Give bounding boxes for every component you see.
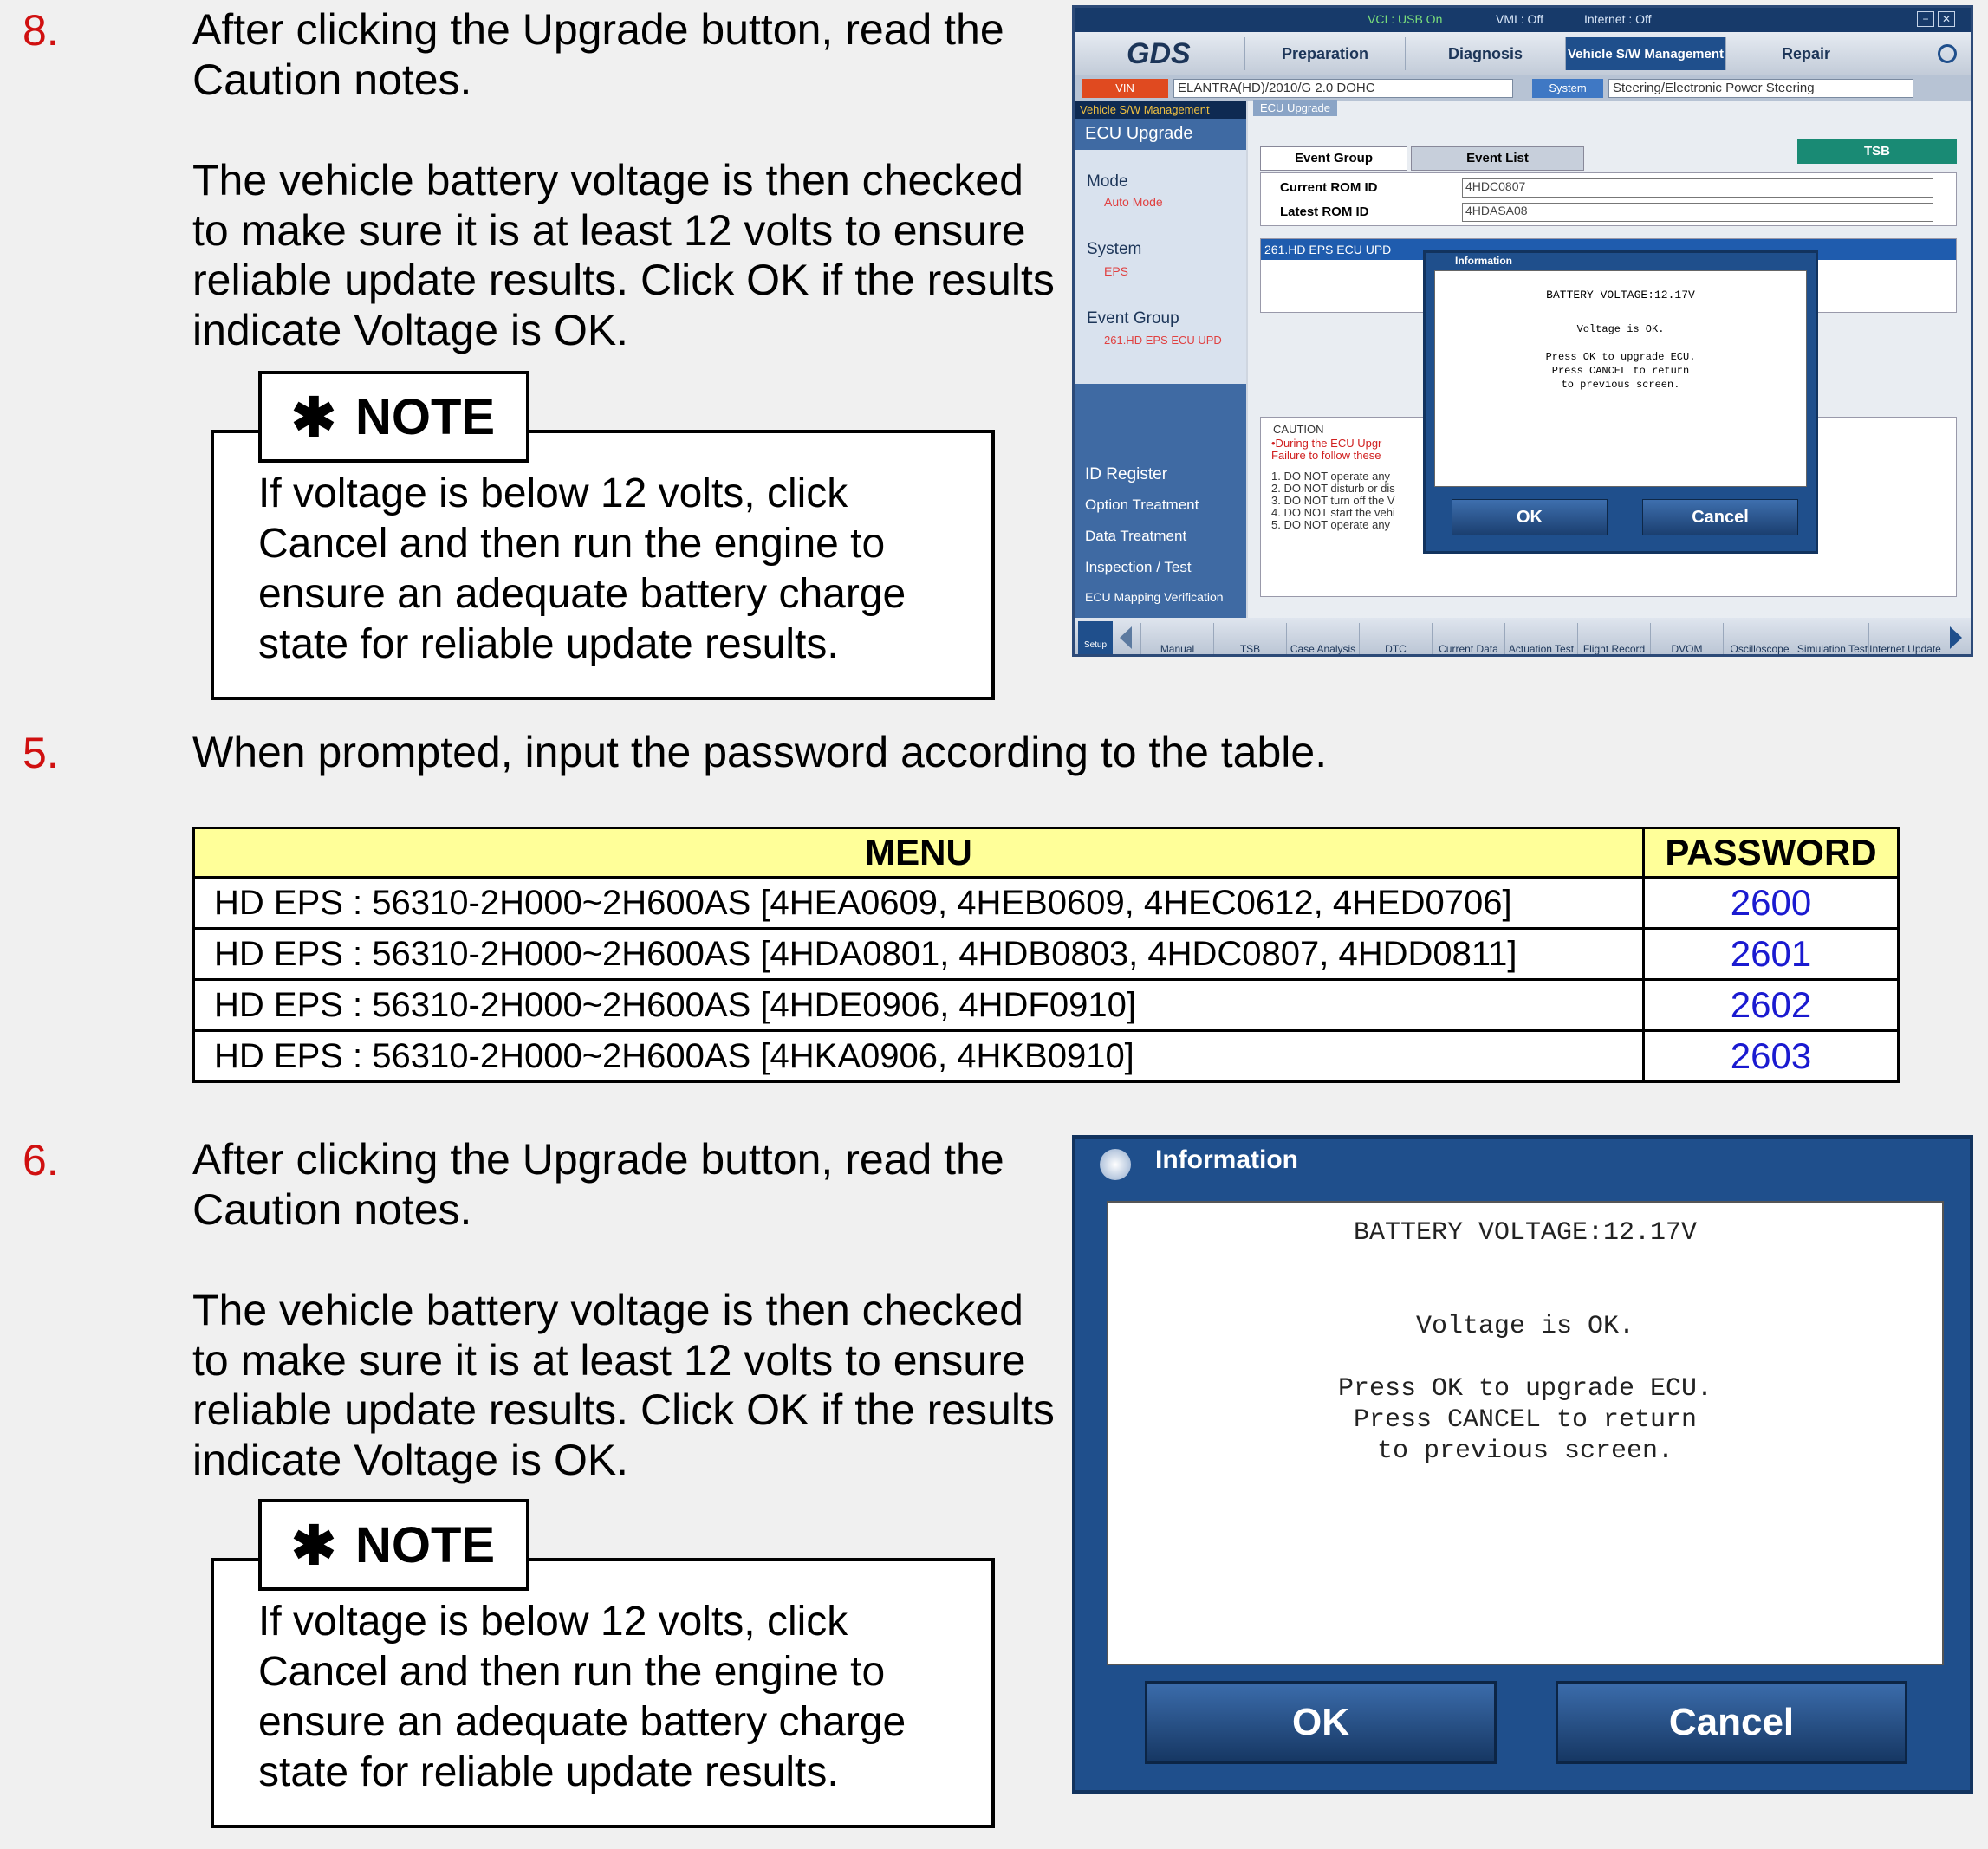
latest-rom-field: 4HDASA08 — [1462, 203, 1933, 222]
password-cell: 2602 — [1644, 980, 1899, 1031]
event-row[interactable]: 261.HD EPS ECU UPD — [1261, 239, 1956, 260]
step-paragraph: The vehicle battery voltage is then checked to make sure it is at least 12 volts to ensure reliable update results. Click OK if the results indicate Voltage is OK. — [192, 156, 1055, 354]
setup-button[interactable]: Setup — [1078, 621, 1113, 654]
note-title: NOTE — [354, 388, 496, 445]
minimize-icon[interactable]: − — [1917, 11, 1934, 27]
info-icon — [1100, 1149, 1131, 1180]
caution-item: 1. DO NOT operate any — [1271, 470, 1391, 483]
caution-item: 5. DO NOT operate any — [1271, 518, 1391, 531]
instruction-line: Press OK to upgrade ECU. — [1545, 351, 1696, 363]
sidebar-header: Vehicle S/W Management — [1075, 101, 1246, 119]
dvom-button[interactable]: DVOM — [1650, 623, 1723, 654]
caution-item: 2. DO NOT disturb or dis — [1271, 482, 1395, 495]
sidebar-item-option-treatment[interactable]: Option Treatment — [1085, 496, 1199, 513]
table-row — [194, 929, 1899, 980]
password-header: PASSWORD — [1644, 828, 1899, 878]
vehicle-row — [1075, 75, 1971, 101]
instruction-line: Press CANCEL to return — [1551, 365, 1690, 377]
dialog-body — [1107, 1201, 1944, 1665]
step-number: 5. — [23, 729, 59, 777]
voltage-status: Voltage is OK. — [1576, 323, 1665, 335]
note-title: NOTE — [354, 1516, 496, 1573]
system-button[interactable]: System — [1532, 79, 1603, 98]
voltage-status: Voltage is OK. — [1415, 1312, 1635, 1341]
password-cell: 2600 — [1644, 878, 1899, 929]
vehicle-field[interactable]: ELANTRA(HD)/2010/G 2.0 DOHC — [1173, 79, 1513, 98]
tsb-button[interactable]: TSB — [1797, 139, 1957, 164]
arrow-left-icon[interactable] — [1120, 626, 1132, 649]
cancel-button[interactable]: Cancel — [1556, 1681, 1907, 1764]
current-data-button[interactable]: Current Data — [1432, 623, 1504, 654]
ok-button[interactable]: OK — [1145, 1681, 1497, 1764]
menu-cell: HD EPS : 56310-2H000~2H600AS [4HDA0801, 4HDB0803, 4HDC0807, 4HDD0811] — [194, 929, 1644, 980]
note-header — [258, 1499, 529, 1591]
instruction-line: Press OK to upgrade ECU. — [1337, 1374, 1713, 1404]
dialog-title: Information — [1455, 255, 1512, 267]
step-number: 6. — [23, 1136, 59, 1184]
note-header — [258, 371, 529, 463]
event-group-value: 261.HD EPS ECU UPD — [1104, 334, 1222, 347]
dialog-body — [1434, 270, 1807, 487]
tab-event-group[interactable]: Event Group — [1260, 146, 1407, 171]
dialog-title: Information — [1155, 1145, 1298, 1174]
menu-cell: HD EPS : 56310-2H000~2H600AS [4HKA0906, 4HKB0910] — [194, 1031, 1644, 1082]
information-dialog-small — [1423, 250, 1818, 554]
oscilloscope-button[interactable]: Oscilloscope — [1723, 623, 1796, 654]
password-cell: 2603 — [1644, 1031, 1899, 1082]
step-paragraph: After clicking the Upgrade button, read the Caution notes. — [192, 1135, 1004, 1234]
tab-vehicle-sw-management[interactable]: Vehicle S/W Management — [1565, 37, 1725, 70]
step-paragraph: When prompted, input the password according to the table. — [192, 728, 1328, 776]
tab-diagnosis[interactable]: Diagnosis — [1405, 37, 1565, 70]
asterisk-icon: ✱ — [291, 387, 336, 448]
table-row — [194, 1031, 1899, 1082]
password-table — [192, 827, 1900, 1083]
sidebar — [1075, 101, 1246, 618]
system-value: EPS — [1104, 264, 1129, 278]
gds-screenshot — [1072, 5, 1973, 657]
system-field[interactable]: Steering/Electronic Power Steering — [1608, 79, 1913, 98]
note-text: If voltage is below 12 volts, click Cancel and then run the engine to ensure an adequate battery charge state for reliable update results. — [258, 470, 906, 667]
instruction-line: Press CANCEL to return — [1353, 1405, 1698, 1435]
current-rom-field: 4HDC0807 — [1462, 178, 1933, 198]
case-analysis-button[interactable]: Case Analysis — [1286, 623, 1359, 654]
password-cell: 2601 — [1644, 929, 1899, 980]
internet-status: Internet : Off — [1584, 12, 1652, 26]
main-nav — [1075, 32, 1971, 75]
latest-rom-label: Latest ROM ID — [1280, 204, 1369, 219]
vci-status: VCI : USB On — [1368, 12, 1443, 26]
caution-line: Failure to follow these — [1271, 449, 1381, 462]
bottom-toolbar — [1075, 618, 1971, 657]
tab-event-list[interactable]: Event List — [1411, 146, 1584, 171]
internet-update-button[interactable]: Internet Update — [1868, 623, 1941, 654]
ok-button[interactable]: OK — [1452, 499, 1608, 535]
sidebar-panel — [1075, 150, 1246, 384]
menu-cell: HD EPS : 56310-2H000~2H600AS [4HEA0609, 4HEB0609, 4HEC0612, 4HED0706] — [194, 878, 1644, 929]
step-number: 8. — [23, 6, 59, 55]
step-paragraph: The vehicle battery voltage is then checked to make sure it is at least 12 volts to ensure reliable update results. Click OK if the results indicate Voltage is OK. — [192, 1286, 1055, 1484]
event-group-label: Event Group — [1087, 309, 1179, 328]
caution-item: 3. DO NOT turn off the V — [1271, 494, 1395, 507]
information-dialog — [1072, 1135, 1973, 1794]
manual-button[interactable]: Manual — [1140, 623, 1213, 654]
caution-item: 4. DO NOT start the vehi — [1271, 506, 1395, 519]
vmi-status: VMI : Off — [1496, 12, 1543, 26]
tsb-toolbar-button[interactable]: TSB — [1213, 623, 1286, 654]
close-icon[interactable]: ✕ — [1938, 11, 1955, 27]
step-paragraph: After clicking the Upgrade button, read the Caution notes. — [192, 5, 1004, 104]
mode-value: Auto Mode — [1104, 195, 1163, 209]
voltage-text: BATTERY VOLTAGE:12.17V — [1546, 289, 1695, 302]
arrow-right-icon[interactable] — [1950, 626, 1962, 649]
voltage-text: BATTERY VOLTAGE:12.17V — [1353, 1218, 1698, 1248]
table-row — [194, 878, 1899, 929]
cancel-button[interactable]: Cancel — [1642, 499, 1798, 535]
sidebar-item-inspection-test[interactable]: Inspection / Test — [1085, 559, 1192, 575]
vin-button[interactable]: VIN — [1082, 79, 1168, 98]
asterisk-icon: ✱ — [291, 1515, 336, 1576]
instruction-line: to previous screen. — [1376, 1437, 1674, 1466]
gds-logo: GDS — [1127, 37, 1191, 70]
table-row — [194, 980, 1899, 1031]
simulation-test-button[interactable]: Simulation Test — [1796, 623, 1868, 654]
sidebar-item-ecu-mapping[interactable]: ECU Mapping Verification — [1085, 590, 1224, 604]
menu-cell: HD EPS : 56310-2H000~2H600AS [4HDE0906, 4HDF0910] — [194, 980, 1644, 1031]
actuation-test-button[interactable]: Actuation Test — [1504, 623, 1577, 654]
status-bar — [1075, 8, 1971, 32]
sidebar-item-ecu-upgrade[interactable]: ECU Upgrade — [1085, 124, 1193, 143]
rom-info — [1260, 172, 1957, 226]
sidebar-item-data-treatment[interactable]: Data Treatment — [1085, 528, 1187, 544]
caution-title: CAUTION — [1273, 423, 1324, 436]
instruction-line: to previous screen. — [1561, 379, 1680, 391]
breadcrumb: ECU Upgrade — [1253, 100, 1337, 116]
note-text: If voltage is below 12 volts, click Cancel and then run the engine to ensure an adequate battery charge state for reliable update results. — [258, 1599, 906, 1795]
mode-label: Mode — [1087, 172, 1128, 191]
caution-line: •During the ECU Upgr — [1271, 437, 1382, 450]
search-icon[interactable] — [1938, 44, 1957, 63]
tab-repair[interactable]: Repair — [1725, 37, 1886, 70]
sidebar-item-id-register[interactable]: ID Register — [1085, 465, 1168, 483]
dtc-button[interactable]: DTC — [1359, 623, 1432, 654]
current-rom-label: Current ROM ID — [1280, 180, 1378, 195]
flight-record-button[interactable]: Flight Record — [1577, 623, 1650, 654]
system-label: System — [1087, 240, 1142, 258]
tab-preparation[interactable]: Preparation — [1244, 37, 1405, 70]
menu-header: MENU — [194, 828, 1644, 878]
